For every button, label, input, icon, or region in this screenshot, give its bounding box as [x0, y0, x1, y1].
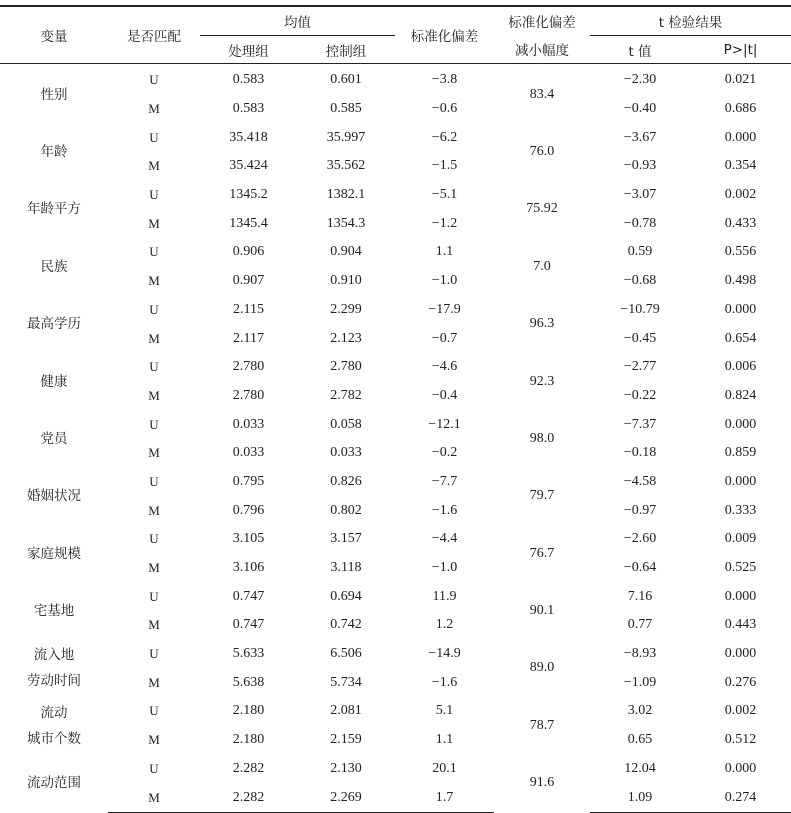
- treatment-mean: 3.106: [232, 560, 265, 576]
- variable-name-line: 城市个数: [27, 730, 81, 747]
- p-value: 0.000: [724, 129, 757, 145]
- p-value: 0.686: [724, 101, 757, 117]
- bias-reduction: 76.7: [529, 545, 555, 561]
- control-mean: 0.601: [330, 72, 362, 88]
- matched-flag: U: [149, 760, 159, 776]
- matched-flag: U: [149, 301, 159, 317]
- p-value: 0.000: [724, 301, 757, 317]
- standardized-bias: −17.9: [428, 301, 461, 317]
- header-bias-reduction-line1: 标准化偏差: [494, 6, 590, 36]
- p-value: 0.021: [724, 72, 757, 88]
- standardized-bias: 11.9: [432, 588, 457, 604]
- matched-flag: M: [108, 783, 200, 812]
- treatment-mean: 3.105: [232, 531, 265, 547]
- t-value: −0.68: [623, 273, 657, 289]
- p-value: 0.274: [690, 783, 791, 812]
- t-value: −4.58: [623, 473, 657, 489]
- t-value: −0.40: [623, 101, 657, 117]
- standardized-bias: 1.7: [395, 783, 494, 812]
- treatment-mean: 0.747: [232, 588, 265, 604]
- t-value: 0.65: [627, 732, 653, 748]
- variable-name-line: 年龄平方: [27, 201, 81, 218]
- variable-name: [0, 697, 108, 754]
- bias-reduction: 96.3: [529, 316, 555, 332]
- header-p-value: P>|t|: [723, 41, 758, 58]
- table-row: [0, 382, 791, 411]
- table-row: [0, 64, 791, 95]
- standardized-bias: −0.6: [431, 101, 458, 117]
- table-row: [0, 152, 791, 181]
- p-value: 0.000: [724, 760, 757, 776]
- variable-name: [0, 123, 108, 180]
- bias-reduction: 7.0: [533, 258, 551, 274]
- control-mean: 35.997: [326, 129, 366, 145]
- treatment-mean: 2.282: [232, 760, 265, 776]
- control-mean: 2.780: [330, 359, 362, 375]
- matched-flag: M: [148, 617, 160, 633]
- p-value: 0.002: [724, 187, 757, 203]
- treatment-mean: 0.583: [232, 101, 265, 117]
- matched-flag: U: [149, 588, 159, 604]
- variable-name-line: 党员: [40, 430, 68, 447]
- matched-flag: U: [149, 187, 159, 203]
- t-value: −0.93: [623, 158, 657, 174]
- p-value: 0.000: [724, 473, 757, 489]
- t-value: 3.02: [627, 703, 653, 719]
- standardized-bias: −0.4: [431, 387, 458, 403]
- matched-flag: M: [148, 732, 160, 748]
- control-mean: 0.694: [330, 588, 362, 604]
- standardized-bias: −3.8: [431, 72, 458, 88]
- p-value: 0.654: [724, 330, 757, 346]
- p-value: 0.000: [724, 646, 757, 662]
- table-row: [0, 755, 791, 784]
- standardized-bias: −14.9: [428, 646, 461, 662]
- control-mean: 2.269: [297, 783, 395, 812]
- table-row: [0, 496, 791, 525]
- table-row: [0, 611, 791, 640]
- matched-flag: M: [148, 215, 160, 231]
- t-value: −2.77: [623, 359, 657, 375]
- standardized-bias: −1.0: [431, 273, 458, 289]
- matched-flag: U: [149, 703, 159, 719]
- bias-reduction: 98.0: [529, 430, 555, 446]
- variable-name-line: 婚姻状况: [27, 488, 81, 505]
- t-value: 0.77: [627, 617, 653, 633]
- p-value: 0.859: [724, 445, 757, 461]
- t-value: −0.78: [623, 215, 657, 231]
- p-value: 0.000: [724, 416, 757, 432]
- table-row: [0, 783, 791, 812]
- t-value: 12.04: [624, 760, 656, 776]
- p-value: 0.556: [724, 244, 757, 260]
- matched-flag: U: [149, 359, 159, 375]
- p-value: 0.009: [724, 531, 757, 547]
- control-mean: 6.506: [330, 646, 362, 662]
- p-value: 0.443: [724, 617, 757, 633]
- matched-flag: M: [148, 674, 160, 690]
- treatment-mean: 5.633: [232, 646, 265, 662]
- control-mean: 3.118: [330, 560, 362, 576]
- control-mean: 0.033: [330, 445, 362, 461]
- table-row: [0, 726, 791, 755]
- variable-name-line: 流动范围: [27, 775, 81, 792]
- t-value: −2.30: [623, 72, 657, 88]
- p-value: 0.276: [724, 674, 757, 690]
- bias-reduction: 76.0: [529, 144, 555, 160]
- variable-name-line: 宅基地: [33, 603, 75, 620]
- standardized-bias: −1.6: [431, 674, 458, 690]
- table-row: [0, 468, 791, 497]
- control-mean: 2.130: [330, 760, 362, 776]
- table-row: [0, 640, 791, 669]
- t-value: −0.64: [623, 560, 657, 576]
- header-treatment: 处理组: [228, 43, 269, 60]
- table-row: [0, 123, 791, 152]
- table-row: [0, 439, 791, 468]
- matched-flag: M: [148, 387, 160, 403]
- standardized-bias: −4.6: [431, 359, 458, 375]
- table-row: [0, 324, 791, 353]
- p-value: 0.006: [724, 359, 757, 375]
- header-bias-reduction-line2: 减小幅度: [515, 43, 569, 60]
- table-header: [0, 6, 791, 64]
- table-row: [0, 554, 791, 583]
- control-mean: 0.585: [330, 101, 362, 117]
- control-mean: 0.058: [330, 416, 362, 432]
- matched-flag: U: [149, 129, 159, 145]
- t-value: −7.37: [623, 416, 657, 432]
- control-mean: 1382.1: [326, 187, 366, 203]
- t-value: −2.60: [623, 531, 657, 547]
- matched-flag: M: [148, 560, 160, 576]
- control-mean: 2.123: [330, 330, 362, 346]
- standardized-bias: −1.5: [431, 158, 458, 174]
- t-value: −3.67: [623, 129, 657, 145]
- matched-flag: U: [149, 531, 159, 547]
- bias-reduction: 78.7: [529, 717, 555, 733]
- matched-flag: M: [148, 502, 160, 518]
- treatment-mean: 2.780: [232, 359, 265, 375]
- treatment-mean: 2.282: [200, 783, 297, 812]
- header-std-bias: 标准化偏差: [395, 6, 494, 64]
- variable-name: [0, 755, 108, 813]
- table-row: [0, 582, 791, 611]
- matched-flag: M: [148, 101, 160, 117]
- matched-flag: M: [148, 330, 160, 346]
- bias-reduction: 91.6: [529, 775, 555, 791]
- treatment-mean: 2.180: [232, 703, 265, 719]
- header-mean: 均值: [200, 6, 395, 36]
- treatment-mean: 35.424: [229, 158, 268, 174]
- bias-reduction: 75.92: [526, 201, 558, 217]
- bias-reduction: 92.3: [529, 373, 555, 389]
- table-row: [0, 238, 791, 267]
- bias-reduction: 79.7: [529, 488, 555, 504]
- standardized-bias: −1.0: [431, 560, 458, 576]
- control-mean: 0.742: [330, 617, 362, 633]
- table-row: [0, 410, 791, 439]
- standardized-bias: −1.2: [431, 215, 458, 231]
- treatment-mean: 0.583: [232, 72, 265, 88]
- variable-name: [0, 181, 108, 238]
- p-value: 0.000: [724, 588, 757, 604]
- treatment-mean: 2.115: [233, 301, 264, 317]
- p-value: 0.333: [724, 502, 757, 518]
- control-mean: 2.159: [330, 732, 362, 748]
- table-body: [0, 64, 791, 813]
- variable-name: [0, 296, 108, 353]
- t-value: −0.97: [623, 502, 657, 518]
- table-row: [0, 353, 791, 382]
- control-mean: 5.734: [330, 674, 362, 690]
- table-row: [0, 296, 791, 325]
- t-value: −1.09: [623, 674, 657, 690]
- treatment-mean: 2.117: [233, 330, 264, 346]
- treatment-mean: 35.418: [229, 129, 268, 145]
- control-mean: 0.802: [330, 502, 362, 518]
- t-value: −0.18: [623, 445, 657, 461]
- balance-test-table: [0, 5, 791, 813]
- p-value: 0.433: [724, 215, 757, 231]
- variable-name-line: 流动: [40, 704, 68, 721]
- t-value: −8.93: [623, 646, 657, 662]
- variable-name: [0, 640, 108, 697]
- header-t-value: t 值: [628, 43, 652, 60]
- standardized-bias: −1.6: [431, 502, 458, 518]
- standardized-bias: 1.1: [435, 732, 454, 748]
- table-row: [0, 668, 791, 697]
- treatment-mean: 2.780: [232, 387, 265, 403]
- variable-name-line: 劳动时间: [27, 673, 81, 690]
- p-value: 0.525: [724, 560, 757, 576]
- treatment-mean: 2.180: [232, 732, 265, 748]
- table-row: [0, 209, 791, 238]
- p-value: 0.498: [724, 273, 757, 289]
- p-value: 0.002: [724, 703, 757, 719]
- treatment-mean: 0.796: [232, 502, 265, 518]
- standardized-bias: 5.1: [435, 703, 454, 719]
- header-ttest: t 检验结果: [590, 6, 791, 36]
- variable-name: [0, 64, 108, 124]
- control-mean: 35.562: [326, 158, 366, 174]
- variable-name: [0, 525, 108, 582]
- bias-reduction: 83.4: [529, 86, 555, 102]
- control-mean: 2.782: [330, 387, 362, 403]
- standardized-bias: −6.2: [431, 129, 458, 145]
- variable-name-line: 流入地: [33, 647, 75, 664]
- p-value: 0.824: [724, 387, 757, 403]
- control-mean: 3.157: [330, 531, 362, 547]
- treatment-mean: 1345.2: [229, 187, 268, 203]
- table-row: [0, 267, 791, 296]
- variable-name: [0, 353, 108, 410]
- standardized-bias: −5.1: [431, 187, 458, 203]
- matched-flag: M: [148, 273, 160, 289]
- standardized-bias: 1.2: [435, 617, 454, 633]
- matched-flag: U: [149, 72, 159, 88]
- control-mean: 2.299: [330, 301, 362, 317]
- control-mean: 0.826: [330, 473, 362, 489]
- t-value: 7.16: [627, 588, 653, 604]
- control-mean: 0.910: [330, 273, 362, 289]
- table-row: [0, 697, 791, 726]
- treatment-mean: 0.747: [232, 617, 265, 633]
- table-row: [0, 181, 791, 210]
- treatment-mean: 5.638: [232, 674, 265, 690]
- matched-flag: U: [149, 646, 159, 662]
- standardized-bias: −0.2: [431, 445, 458, 461]
- variable-name: [0, 238, 108, 295]
- control-mean: 2.081: [330, 703, 362, 719]
- standardized-bias: −12.1: [428, 416, 461, 432]
- variable-name: [0, 468, 108, 525]
- standardized-bias: 1.1: [435, 244, 454, 260]
- bias-reduction: 90.1: [529, 603, 555, 619]
- matched-flag: U: [149, 416, 159, 432]
- t-value: −10.79: [620, 301, 660, 317]
- standardized-bias: −0.7: [431, 330, 458, 346]
- t-value: −0.45: [623, 330, 657, 346]
- table-row: [0, 95, 791, 124]
- header-control: 控制组: [325, 43, 367, 60]
- treatment-mean: 0.033: [232, 416, 265, 432]
- header-variable: 变量: [0, 6, 108, 64]
- table-row: [0, 525, 791, 554]
- control-mean: 1354.3: [326, 215, 366, 231]
- treatment-mean: 0.907: [232, 273, 265, 289]
- variable-name-line: 家庭规模: [27, 545, 81, 562]
- t-value: 0.59: [627, 244, 653, 260]
- variable-name-line: 性别: [40, 86, 68, 103]
- matched-flag: M: [148, 445, 160, 461]
- treatment-mean: 0.033: [232, 445, 265, 461]
- control-mean: 0.904: [330, 244, 362, 260]
- matched-flag: U: [149, 473, 159, 489]
- standardized-bias: −7.7: [431, 473, 458, 489]
- variable-name-line: 年龄: [40, 144, 68, 161]
- variable-name-line: 最高学历: [27, 316, 81, 333]
- variable-name: [0, 582, 108, 639]
- standardized-bias: −4.4: [431, 531, 458, 547]
- p-value: 0.512: [724, 732, 757, 748]
- standardized-bias: 20.1: [432, 760, 457, 776]
- t-value: −0.22: [623, 387, 657, 403]
- variable-name: [0, 410, 108, 467]
- t-value: 1.09: [590, 783, 690, 812]
- treatment-mean: 0.795: [232, 473, 265, 489]
- variable-name-line: 健康: [40, 373, 68, 390]
- p-value: 0.354: [724, 158, 757, 174]
- matched-flag: U: [149, 244, 159, 260]
- variable-name-line: 民族: [40, 258, 68, 275]
- t-value: −3.07: [623, 187, 657, 203]
- bias-reduction: 89.0: [529, 660, 555, 676]
- header-matched: 是否匹配: [108, 6, 200, 64]
- matched-flag: M: [148, 158, 160, 174]
- treatment-mean: 0.906: [232, 244, 265, 260]
- treatment-mean: 1345.4: [229, 215, 268, 231]
